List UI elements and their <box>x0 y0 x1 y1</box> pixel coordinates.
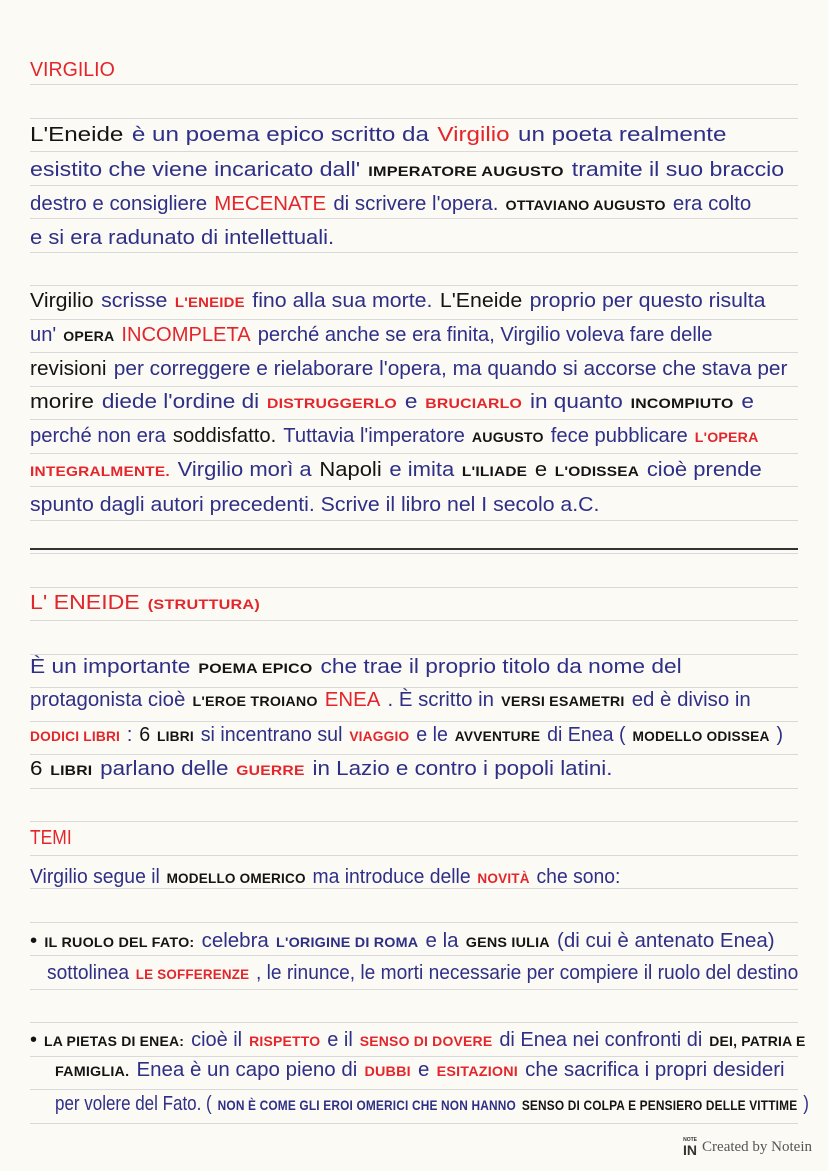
ruled-line <box>30 922 798 923</box>
ruled-line <box>30 754 798 755</box>
text-line <box>30 492 607 518</box>
text-segment: un poeta realmente <box>518 124 727 146</box>
key-term: L'EROE TROIANO <box>192 693 318 709</box>
text-line <box>30 288 773 315</box>
ruled-line <box>30 185 798 186</box>
key-term: MODELLO OMERICO <box>166 870 306 886</box>
ruled-line <box>30 118 798 119</box>
text-segment: sottolinea <box>47 962 130 984</box>
key-term: AVVENTURE <box>454 728 541 744</box>
text-line <box>30 122 735 148</box>
text-line <box>30 756 620 783</box>
ruled-line <box>30 285 798 286</box>
highlighted-term: NOVITÀ <box>477 870 530 886</box>
ruled-line <box>30 218 798 219</box>
text-line <box>55 1057 792 1084</box>
key-term: e <box>534 459 548 481</box>
key-term: soddisfatto. <box>172 425 277 447</box>
text-segment: Virgilio morì a <box>177 459 312 481</box>
text-segment: scrisse <box>101 290 168 312</box>
key-term: IMPERATORE AUGUSTO <box>368 163 564 179</box>
text-segment: spunto dagli autori precedenti. Scrive il libro nel I secolo a.C. <box>30 494 600 516</box>
key-term: DEI, PATRIA E <box>709 1033 806 1049</box>
text-segment: era colto <box>672 193 752 215</box>
text-segment: e il <box>327 1029 353 1051</box>
key-term: L'ODISSEA <box>554 463 640 479</box>
text-segment: protagonista cioè <box>30 689 186 711</box>
key-term: L'Eneide <box>439 290 523 312</box>
text-segment: che sono: <box>536 866 621 888</box>
text-segment: . È scritto in <box>387 689 495 711</box>
logo-small-text: NOTE <box>683 1137 697 1143</box>
highlighted-term: L'OPERA <box>694 429 759 445</box>
text-segment: in quanto <box>529 391 623 413</box>
text-segment: (di cui è antenato Enea) <box>557 930 775 952</box>
ruled-line <box>30 386 798 387</box>
key-term: INCOMPIUTO <box>630 395 734 411</box>
ruled-line <box>30 352 798 353</box>
key-term: L'ILIADE <box>461 463 528 479</box>
text-segment: e si era radunato di intellettuali. <box>30 227 335 249</box>
text-segment: per volere del Fato. ( <box>55 1093 212 1115</box>
text-segment: proprio per questo risulta <box>529 290 766 312</box>
section-heading <box>30 825 78 851</box>
text-segment: fece pubblicare <box>550 425 688 447</box>
highlighted-term: ENEA <box>324 689 381 711</box>
key-term: MODELLO ODISSEA <box>632 728 770 744</box>
key-term: revisioni <box>30 358 107 380</box>
text-line <box>30 654 690 681</box>
text-segment: di Enea nei confronti di <box>499 1029 703 1051</box>
text-segment: : <box>126 724 133 746</box>
text-line <box>30 457 769 484</box>
text-segment: L'ORIGINE DI ROMA <box>275 934 419 950</box>
text-segment: fino alla sua morte. <box>252 290 433 312</box>
text-segment: ed è diviso in <box>631 689 751 711</box>
highlighted-term: DISTRUGGERLO <box>267 395 397 411</box>
text-segment: si incentrano sul <box>200 724 343 746</box>
text-line <box>30 191 758 218</box>
key-term: 6 <box>139 724 151 746</box>
key-term: LIBRI <box>50 762 93 778</box>
key-term: OTTAVIANO AUGUSTO <box>505 197 666 213</box>
text-segment: esistito che viene incaricato dall' <box>30 159 361 181</box>
logo-main-text: IN <box>683 1142 698 1158</box>
highlighted-term: MECENATE <box>214 193 327 215</box>
ruled-line <box>30 855 798 856</box>
key-term: FAMIGLIA. <box>55 1063 130 1079</box>
text-segment: ma introduce delle <box>312 866 471 888</box>
text-line <box>30 687 758 714</box>
ruled-line <box>30 788 798 789</box>
highlighted-term: INCOMPLETA <box>121 324 251 346</box>
ruled-line <box>30 151 798 152</box>
highlighted-term: VIAGGIO <box>349 728 410 744</box>
text-line <box>30 225 342 251</box>
text-segment: e imita <box>389 459 455 481</box>
text-line <box>30 722 790 749</box>
text-segment: celebra <box>201 930 269 952</box>
text-segment: è un poema epico scritto da <box>131 124 429 146</box>
ruled-line <box>30 319 798 320</box>
key-term: L'Eneide <box>30 124 124 146</box>
key-term: POEMA EPICO <box>198 660 313 676</box>
text-segment: tramite il suo braccio <box>571 159 785 181</box>
section-divider <box>30 548 798 550</box>
ruled-line <box>30 419 798 420</box>
highlighted-term: INTEGRALMENTE. <box>30 463 170 479</box>
key-term: 6 <box>30 758 43 780</box>
ruled-line <box>30 620 798 621</box>
key-term: VERSI ESAMETRI <box>501 693 625 709</box>
text-line <box>30 356 795 382</box>
ruled-line <box>30 955 798 956</box>
text-segment: ) <box>803 1093 809 1115</box>
text-line <box>30 423 766 450</box>
notein-logo <box>683 1138 697 1157</box>
text-line <box>30 322 720 349</box>
section-heading <box>30 57 122 83</box>
text-segment: ) <box>776 724 784 746</box>
ruled-line <box>30 553 798 554</box>
text-segment: Enea è un capo pieno di <box>136 1059 358 1081</box>
key-term: IL RUOLO DEL FATO: <box>44 934 195 950</box>
ruled-line <box>30 84 798 85</box>
text-line <box>30 157 792 184</box>
notein-watermark <box>683 1138 812 1157</box>
key-term: Virgilio <box>30 290 94 312</box>
text-segment: in Lazio e contro i popoli latini. <box>312 758 613 780</box>
text-line <box>30 389 762 416</box>
text-segment: , le rinunce, le morti necessarie per compiere il ruolo del destino <box>256 962 799 984</box>
text-line <box>30 1027 812 1054</box>
text-segment: perché non era <box>30 425 166 447</box>
text-segment: parlano delle <box>100 758 229 780</box>
ruled-line <box>30 1089 798 1090</box>
highlighted-term: (STRUTTURA) <box>147 596 260 612</box>
text-segment: destro e consigliere <box>30 193 208 215</box>
text-line <box>55 1091 815 1118</box>
key-term: AUGUSTO <box>471 429 544 445</box>
key-term: OPERA <box>63 328 115 344</box>
key-term: • <box>30 1029 37 1051</box>
created-by-text: Created by Notein <box>702 1139 812 1155</box>
text-segment: e la <box>425 930 459 952</box>
text-segment: e <box>418 1059 430 1081</box>
key-term: LIBRI <box>157 728 194 744</box>
highlighted-term: LE SOFFERENZE <box>135 966 250 982</box>
text-segment: per correggere e rielaborare l'opera, ma quando si accorse che stava per <box>113 358 788 380</box>
text-segment: che trae il proprio titolo da nome del <box>320 656 682 678</box>
key-term: GENS IULIA <box>465 934 550 950</box>
ruled-line <box>30 1123 798 1124</box>
ruled-line <box>30 989 798 990</box>
key-term: Napoli <box>319 459 382 481</box>
key-term: morire <box>30 391 94 413</box>
text-segment: un' <box>30 324 57 346</box>
ruled-line <box>30 252 798 253</box>
ruled-line <box>30 821 798 822</box>
text-segment: e le <box>416 724 448 746</box>
highlighted-term: GUERRE <box>236 762 305 778</box>
highlighted-term: BRUCIARLO <box>425 395 523 411</box>
highlighted-term: ESITAZIONI <box>436 1063 518 1079</box>
text-segment: cioè il <box>191 1029 243 1051</box>
text-segment: Virgilio segue il <box>30 866 160 888</box>
highlighted-term: L'ENEIDE <box>174 294 245 310</box>
key-term: • <box>30 930 38 952</box>
text-segment: che sacrifica i propri desideri <box>525 1059 785 1081</box>
key-term: SENSO DI COLPA E PENSIERO DELLE VITTIME <box>521 1097 798 1113</box>
highlighted-term: VIRGILIO <box>30 59 115 81</box>
ruled-line <box>30 520 798 521</box>
ruled-line <box>30 486 798 487</box>
highlighted-term: RISPETTO <box>249 1033 321 1049</box>
text-segment: cioè prende <box>646 459 762 481</box>
highlighted-term: SENSO DI DOVERE <box>359 1033 493 1049</box>
key-term: LA PIETAS DI ENEA: <box>43 1033 185 1049</box>
text-segment: diede l'ordine di <box>101 391 260 413</box>
text-segment: Tuttavia l'imperatore <box>283 425 465 447</box>
highlighted-term: DODICI LIBRI <box>30 728 121 744</box>
text-segment: NON È COME GLI EROI OMERICI CHE NON HANNO <box>217 1097 516 1113</box>
highlighted-term: Virgilio <box>437 124 510 146</box>
text-segment: di Enea ( <box>547 724 626 746</box>
text-segment: perché anche se era finita, Virgilio voleva fare delle <box>257 324 713 346</box>
highlighted-term: L' ENEIDE <box>30 592 140 614</box>
highlighted-term: TEMI <box>30 827 72 849</box>
text-line <box>47 960 805 987</box>
section-heading <box>30 590 268 617</box>
text-line <box>30 864 627 891</box>
ruled-line <box>30 587 798 588</box>
text-segment: e <box>404 391 418 413</box>
ruled-line <box>30 453 798 454</box>
text-line <box>30 928 782 955</box>
text-segment: e <box>741 391 754 413</box>
highlighted-term: DUBBI <box>364 1063 411 1079</box>
ruled-line <box>30 1022 798 1023</box>
text-segment: di scrivere l'opera. <box>333 193 499 215</box>
text-segment: È un importante <box>30 656 191 678</box>
